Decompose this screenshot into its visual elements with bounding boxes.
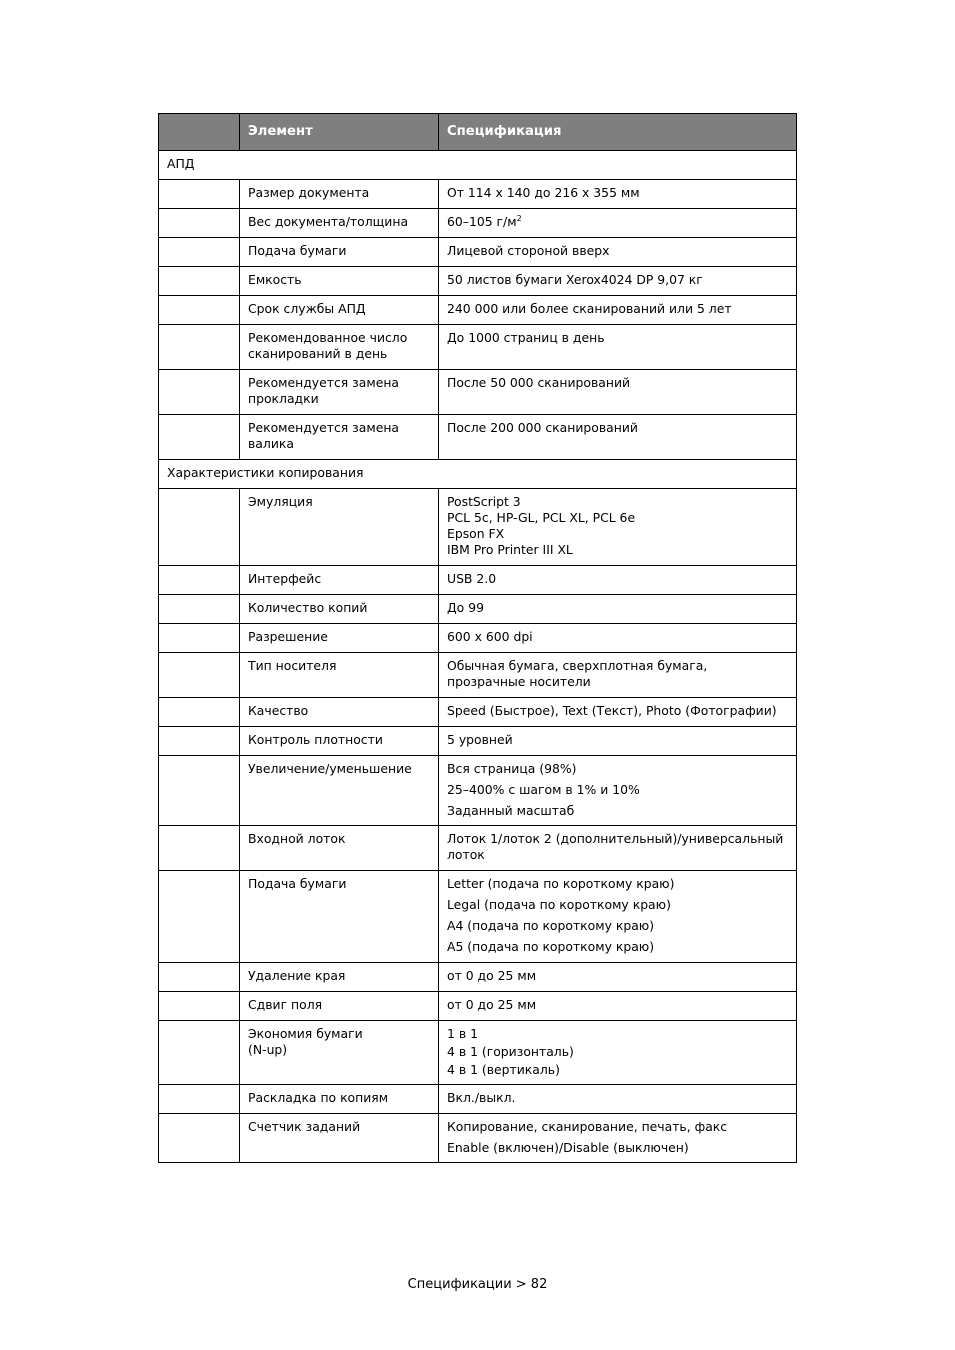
page-footer: Спецификации > 82 bbox=[407, 1277, 548, 1292]
specification-cell bbox=[439, 653, 797, 698]
element-label: Разрешение bbox=[248, 629, 328, 644]
element-label: Подача бумаги bbox=[248, 876, 347, 891]
element-label: Интерфейс bbox=[248, 571, 322, 586]
table-row bbox=[159, 415, 797, 460]
specification-value: 1 в 1 bbox=[447, 1026, 478, 1041]
element-cell bbox=[240, 180, 439, 209]
element-cell bbox=[240, 325, 439, 370]
element-cell bbox=[240, 370, 439, 415]
specification-value: Letter (подача по короткому краю) bbox=[447, 876, 675, 891]
table-row bbox=[159, 826, 797, 871]
specification-value: Лоток 1/лоток 2 (дополнительный)/универсальный bbox=[447, 831, 784, 846]
element-label: Количество копий bbox=[248, 600, 368, 615]
specification-cell bbox=[439, 370, 797, 415]
specification-value: 60–105 г/м bbox=[447, 214, 517, 229]
specification-value: До 99 bbox=[447, 600, 484, 615]
element-cell bbox=[240, 1085, 439, 1114]
specification-value: Legal (подача по короткому краю) bbox=[447, 897, 671, 912]
blank-cell bbox=[159, 1085, 240, 1114]
specification-cell bbox=[439, 238, 797, 267]
specification-cell bbox=[439, 963, 797, 992]
element-label: Тип носителя bbox=[248, 658, 337, 673]
specification-value: Лицевой стороной вверх bbox=[447, 243, 610, 258]
specification-cell bbox=[439, 209, 797, 238]
blank-cell bbox=[159, 653, 240, 698]
element-label: Счетчик заданий bbox=[248, 1119, 361, 1134]
table-row bbox=[159, 1085, 797, 1114]
specification-value: Обычная бумага, сверхплотная бумага, bbox=[447, 658, 708, 673]
specification-cell bbox=[439, 267, 797, 296]
blank-cell bbox=[159, 415, 240, 460]
specification-value: от 0 до 25 мм bbox=[447, 968, 537, 983]
blank-cell bbox=[159, 566, 240, 595]
element-cell bbox=[240, 653, 439, 698]
specification-cell bbox=[439, 624, 797, 653]
specification-value: PostScript 3 bbox=[447, 494, 521, 509]
element-cell bbox=[240, 1114, 439, 1163]
element-label: Рекомендуется замена bbox=[248, 420, 400, 435]
element-label: Экономия бумаги bbox=[248, 1026, 363, 1041]
element-cell bbox=[240, 963, 439, 992]
specification-value: 5 уровней bbox=[447, 732, 513, 747]
specification-cell bbox=[439, 180, 797, 209]
element-label: Рекомендованное число bbox=[248, 330, 408, 345]
table-row bbox=[159, 238, 797, 267]
specification-value: Speed (Быстрое), Text (Текст), Photo (Фотографии) bbox=[447, 703, 777, 718]
specification-cell bbox=[439, 296, 797, 325]
specification-value: 240 000 или более сканирований или 5 лет bbox=[447, 301, 732, 316]
blank-cell bbox=[159, 826, 240, 871]
specification-value: После 200 000 сканирований bbox=[447, 420, 638, 435]
element-cell bbox=[240, 238, 439, 267]
element-cell bbox=[240, 595, 439, 624]
specification-value: До 1000 страниц в день bbox=[447, 330, 605, 345]
element-label: Раскладка по копиям bbox=[248, 1090, 389, 1105]
element-cell bbox=[240, 415, 439, 460]
section-title: АПД bbox=[159, 151, 797, 180]
element-cell bbox=[240, 624, 439, 653]
element-label: Емкость bbox=[248, 272, 302, 287]
table-row bbox=[159, 963, 797, 992]
specification-cell bbox=[439, 1085, 797, 1114]
table-row bbox=[159, 325, 797, 370]
element-cell bbox=[240, 756, 439, 826]
specification-value: Вкл./выкл. bbox=[447, 1090, 516, 1105]
element-cell bbox=[240, 871, 439, 963]
element-cell bbox=[240, 698, 439, 727]
element-label: Вес документа/толщина bbox=[248, 214, 409, 229]
blank-cell bbox=[159, 489, 240, 566]
specification-value: 50 листов бумаги Xerox4024 DP 9,07 кг bbox=[447, 272, 703, 287]
element-cell bbox=[240, 992, 439, 1021]
table-row bbox=[159, 566, 797, 595]
specification-cell bbox=[439, 727, 797, 756]
specification-cell bbox=[439, 1021, 797, 1085]
table-row bbox=[159, 209, 797, 238]
specification-value: лоток bbox=[447, 847, 485, 862]
blank-cell bbox=[159, 698, 240, 727]
specification-value: A5 (подача по короткому краю) bbox=[447, 939, 655, 954]
section-row bbox=[159, 460, 797, 489]
table-row bbox=[159, 871, 797, 963]
table-row bbox=[159, 267, 797, 296]
blank-cell bbox=[159, 756, 240, 826]
specification-cell bbox=[439, 489, 797, 566]
specification-value: PCL 5c, HP-GL, PCL XL, PCL 6e bbox=[447, 510, 636, 525]
specification-cell bbox=[439, 826, 797, 871]
table-row bbox=[159, 727, 797, 756]
table-body bbox=[159, 151, 797, 1163]
table-row bbox=[159, 595, 797, 624]
element-label: Входной лоток bbox=[248, 831, 346, 846]
specification-cell bbox=[439, 756, 797, 826]
element-label: сканирований в день bbox=[248, 346, 388, 361]
table-row bbox=[159, 370, 797, 415]
specification-value: IBM Pro Printer III XL bbox=[447, 542, 573, 557]
table-row bbox=[159, 698, 797, 727]
blank-cell bbox=[159, 871, 240, 963]
specification-value: Заданный масштаб bbox=[447, 803, 575, 818]
element-cell bbox=[240, 1021, 439, 1085]
blank-cell bbox=[159, 595, 240, 624]
header-blank-cell bbox=[159, 114, 240, 151]
blank-cell bbox=[159, 727, 240, 756]
element-label: Подача бумаги bbox=[248, 243, 347, 258]
element-label: Удаление края bbox=[248, 968, 346, 983]
specification-value: от 0 до 25 мм bbox=[447, 997, 537, 1012]
element-cell bbox=[240, 826, 439, 871]
specification-cell bbox=[439, 871, 797, 963]
element-cell bbox=[240, 209, 439, 238]
specification-cell bbox=[439, 415, 797, 460]
table-row bbox=[159, 1021, 797, 1085]
blank-cell bbox=[159, 1021, 240, 1085]
section-title: Характеристики копирования bbox=[159, 460, 797, 489]
blank-cell bbox=[159, 963, 240, 992]
specification-value: 600 x 600 dpi bbox=[447, 629, 533, 644]
table-row bbox=[159, 756, 797, 826]
superscript: 2 bbox=[516, 213, 522, 223]
element-label: Размер документа bbox=[248, 185, 370, 200]
element-cell bbox=[240, 489, 439, 566]
specification-cell bbox=[439, 325, 797, 370]
element-label: Сдвиг поля bbox=[248, 997, 323, 1012]
specification-table bbox=[158, 113, 797, 1163]
element-label: Рекомендуется замена bbox=[248, 375, 400, 390]
specification-value: От 114 x 140 до 216 x 355 мм bbox=[447, 185, 640, 200]
element-label: прокладки bbox=[248, 391, 319, 406]
table-row bbox=[159, 992, 797, 1021]
specification-value: Epson FX bbox=[447, 526, 505, 541]
blank-cell bbox=[159, 180, 240, 209]
element-label: (N-up) bbox=[248, 1042, 288, 1057]
element-cell bbox=[240, 267, 439, 296]
blank-cell bbox=[159, 296, 240, 325]
element-label: Контроль плотности bbox=[248, 732, 383, 747]
element-label: Увеличение/уменьшение bbox=[248, 761, 412, 776]
blank-cell bbox=[159, 624, 240, 653]
element-cell bbox=[240, 727, 439, 756]
table-row bbox=[159, 1114, 797, 1163]
specification-cell bbox=[439, 992, 797, 1021]
blank-cell bbox=[159, 992, 240, 1021]
table-row bbox=[159, 180, 797, 209]
specification-cell bbox=[439, 698, 797, 727]
blank-cell bbox=[159, 238, 240, 267]
element-label: Срок службы АПД bbox=[248, 301, 366, 316]
element-cell bbox=[240, 566, 439, 595]
table-header-row bbox=[159, 114, 797, 151]
section-row bbox=[159, 151, 797, 180]
specification-value: Копирование, сканирование, печать, факс bbox=[447, 1119, 728, 1134]
specification-value: 25–400% с шагом в 1% и 10% bbox=[447, 782, 640, 797]
specification-value: прозрачные носители bbox=[447, 674, 591, 689]
element-label: валика bbox=[248, 436, 294, 451]
blank-cell bbox=[159, 1114, 240, 1163]
table-row bbox=[159, 296, 797, 325]
element-label: Качество bbox=[248, 703, 309, 718]
header-element: Элемент bbox=[240, 114, 439, 151]
table-row bbox=[159, 624, 797, 653]
blank-cell bbox=[159, 267, 240, 296]
specification-value: 4 в 1 (вертикаль) bbox=[447, 1062, 560, 1077]
specification-cell bbox=[439, 595, 797, 624]
specification-cell bbox=[439, 566, 797, 595]
specification-value: USB 2.0 bbox=[447, 571, 497, 586]
specification-value: Вся страница (98%) bbox=[447, 761, 577, 776]
blank-cell bbox=[159, 370, 240, 415]
specification-value: После 50 000 сканирований bbox=[447, 375, 631, 390]
element-cell bbox=[240, 296, 439, 325]
table-row bbox=[159, 489, 797, 566]
specification-value: Enable (включен)/Disable (выключен) bbox=[447, 1140, 689, 1155]
specification-value: A4 (подача по короткому краю) bbox=[447, 918, 655, 933]
specification-value: 4 в 1 (горизонталь) bbox=[447, 1044, 574, 1059]
blank-cell bbox=[159, 325, 240, 370]
table-row bbox=[159, 653, 797, 698]
header-specification: Спецификация bbox=[439, 114, 797, 151]
blank-cell bbox=[159, 209, 240, 238]
element-label: Эмуляция bbox=[248, 494, 313, 509]
specification-cell bbox=[439, 1114, 797, 1163]
